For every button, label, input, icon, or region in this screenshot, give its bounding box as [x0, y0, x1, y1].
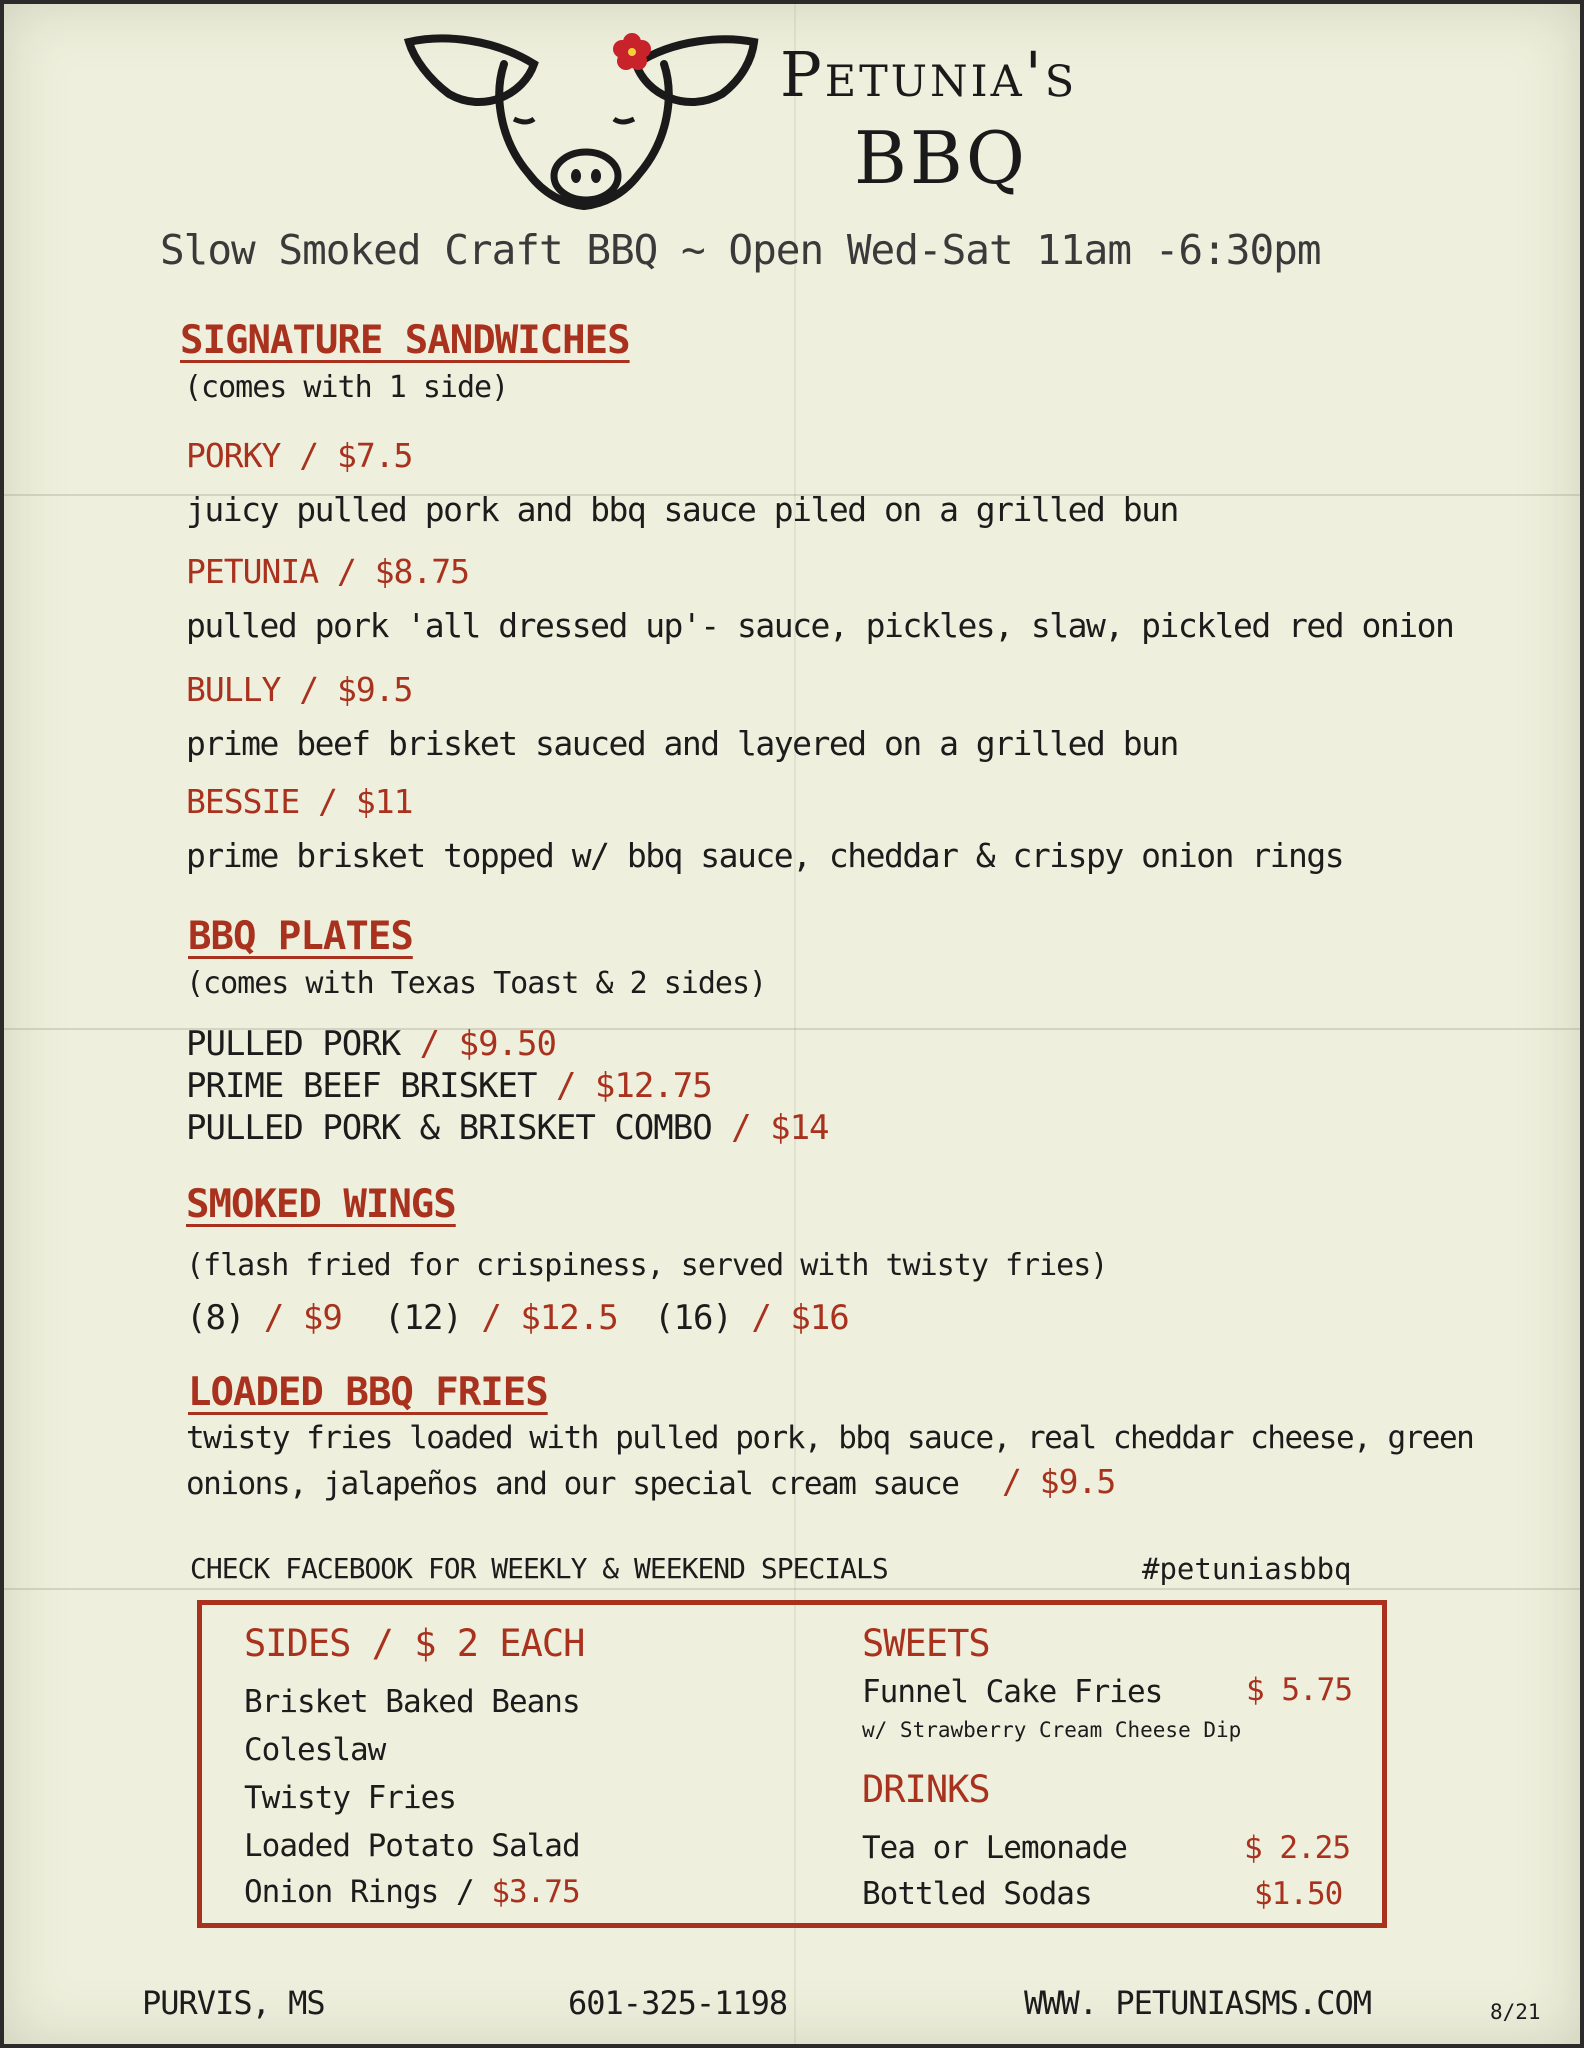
- section-heading-sweets: SWEETS: [862, 1622, 990, 1665]
- section-heading-fries: LOADED BBQ FRIES: [188, 1370, 548, 1415]
- hibiscus-flower-icon: [613, 33, 651, 70]
- drink-item: Tea or Lemonade: [862, 1830, 1127, 1866]
- menu-item-porky: [186, 436, 412, 475]
- section-note: (flash fried for crispiness, served with twisty fries): [186, 1248, 1108, 1283]
- specials-note: CHECK FACEBOOK FOR WEEKLY & WEEKEND SPECIALS: [190, 1552, 888, 1585]
- fold-line: [4, 1588, 1580, 1590]
- menu-item-petunia: [186, 552, 469, 591]
- tagline: Slow Smoked Craft BBQ ~ Open Wed-Sat 11am -6:30pm: [160, 226, 1321, 274]
- item-name: PRIME BEEF BRISKET: [186, 1066, 537, 1106]
- side-item-name: Onion Rings /: [244, 1874, 474, 1910]
- item-price: / $12.75: [555, 1066, 712, 1106]
- menu-item-bessie: [186, 782, 412, 821]
- sweet-item: Funnel Cake Fries: [862, 1674, 1163, 1710]
- wing-count: (16): [654, 1298, 732, 1338]
- footer-website: WWW. PETUNIASMS.COM: [1024, 1984, 1372, 2022]
- side-item: Loaded Potato Salad: [244, 1828, 580, 1864]
- item-price: / $8.75: [336, 552, 470, 591]
- item-name: PULLED PORK: [186, 1024, 401, 1064]
- menu-item-bully: [186, 670, 412, 709]
- section-note: (comes with 1 side): [184, 370, 509, 405]
- section-heading-sandwiches: SIGNATURE SANDWICHES: [180, 318, 630, 363]
- wing-option: [186, 1298, 342, 1338]
- item-price: / $7.5: [299, 436, 413, 475]
- wing-option: [654, 1298, 849, 1338]
- side-item: [244, 1874, 580, 1910]
- item-description: juicy pulled pork and bbq sauce piled on a grilled bun: [186, 490, 1178, 529]
- brand-name-bbq: BBQ: [854, 116, 1028, 200]
- footer-city: PURVIS, MS: [142, 1984, 325, 2022]
- fries-description: twisty fries loaded with pulled pork, bbq sauce, real cheddar cheese, green: [186, 1420, 1474, 1456]
- wing-count: (8): [186, 1298, 245, 1338]
- hashtag: #petuniasbbq: [1142, 1552, 1352, 1586]
- item-price: / $14: [731, 1108, 829, 1148]
- item-price: / $11: [318, 782, 413, 821]
- wing-price: / $9: [263, 1298, 342, 1338]
- wing-option: [384, 1298, 618, 1338]
- section-heading-wings: SMOKED WINGS: [186, 1182, 456, 1227]
- side-item: Coleslaw: [244, 1732, 386, 1768]
- fries-price: / $9.5: [1002, 1462, 1116, 1501]
- fries-description: onions, jalapeños and our special cream sauce: [186, 1466, 959, 1502]
- section-heading-sides: SIDES / $ 2 EACH: [244, 1622, 585, 1665]
- plate-item: [186, 1024, 556, 1064]
- side-item: Twisty Fries: [244, 1780, 456, 1816]
- item-description: pulled pork 'all dressed up'- sauce, pickles, slaw, pickled red onion: [186, 606, 1454, 645]
- drink-item: Bottled Sodas: [862, 1876, 1092, 1912]
- section-note: (comes with Texas Toast & 2 sides): [186, 966, 767, 1001]
- section-heading-plates: BBQ PLATES: [188, 914, 413, 959]
- footer-phone: 601-325-1198: [568, 1984, 788, 2022]
- sweet-price: $ 5.75: [1246, 1672, 1352, 1708]
- item-name: BULLY: [186, 670, 281, 709]
- wing-count: (12): [384, 1298, 462, 1338]
- item-description: prime brisket topped w/ bbq sauce, cheddar & crispy onion rings: [186, 836, 1344, 875]
- section-heading-drinks: DRINKS: [862, 1768, 990, 1811]
- footer-date: 8/21: [1490, 2000, 1541, 2024]
- wing-price: / $16: [751, 1298, 849, 1338]
- item-name: PORKY: [186, 436, 281, 475]
- side-item: Brisket Baked Beans: [244, 1684, 580, 1720]
- brand-name: Petunia's: [780, 38, 1078, 111]
- drink-price: $ 2.25: [1244, 1830, 1350, 1866]
- item-name: PULLED PORK & BRISKET COMBO: [186, 1108, 712, 1148]
- item-name: BESSIE: [186, 782, 300, 821]
- item-price: / $9.50: [419, 1024, 556, 1064]
- item-price: / $9.5: [299, 670, 413, 709]
- drink-price: $1.50: [1254, 1876, 1343, 1912]
- plate-item: [186, 1108, 829, 1148]
- menu-page: [4, 4, 1580, 2044]
- wing-price: / $12.5: [481, 1298, 618, 1338]
- side-item-price: $3.75: [491, 1874, 580, 1910]
- item-name: PETUNIA: [186, 552, 319, 591]
- item-description: prime beef brisket sauced and layered on a grilled bun: [186, 724, 1178, 763]
- plate-item: [186, 1066, 712, 1106]
- sweet-note: w/ Strawberry Cream Cheese Dip: [862, 1718, 1242, 1742]
